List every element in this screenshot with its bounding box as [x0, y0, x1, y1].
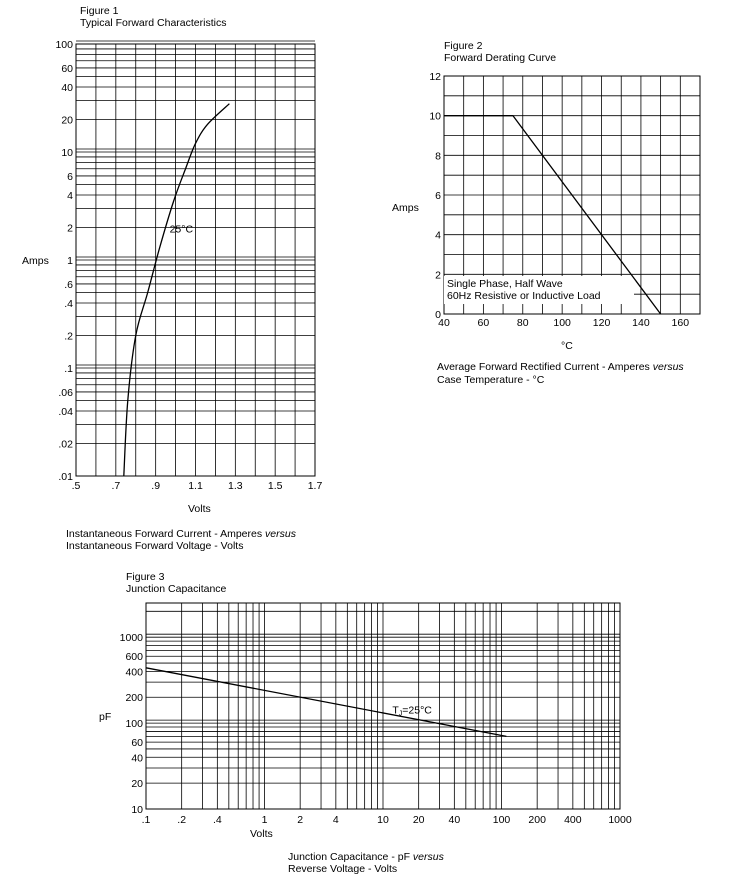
figure-3-grid — [146, 603, 620, 809]
y-tick-label: 12 — [429, 71, 441, 83]
y-tick-label: 400 — [125, 666, 143, 679]
figure-1-caption-line1: Instantaneous Forward Current - Amperes versus — [66, 528, 296, 540]
y-tick-label: 60 — [131, 737, 143, 750]
y-tick-label: 8 — [435, 150, 441, 163]
x-tick-label: 100 — [492, 814, 511, 826]
y-tick-label: 2 — [435, 269, 441, 282]
y-tick-label: .06 — [58, 386, 73, 399]
x-tick-label: 40 — [438, 317, 450, 329]
y-tick-label: .2 — [64, 330, 73, 343]
x-tick-label: .7 — [111, 480, 121, 492]
figure-1-temp-annotation: 25°C — [169, 223, 194, 236]
x-tick-label: .2 — [177, 814, 187, 826]
figure-3-x-ticks — [142, 814, 632, 826]
figure-3-caption-line2: Reverse Voltage - Volts — [288, 863, 398, 874]
y-tick-label: 60 — [61, 62, 73, 75]
figure-2-chart — [392, 40, 700, 386]
figure-1-chart — [22, 5, 322, 552]
x-tick-label: 400 — [564, 814, 582, 826]
y-tick-label: 100 — [125, 718, 143, 731]
y-tick-label: .02 — [58, 438, 73, 451]
y-tick-label: 4 — [67, 189, 73, 202]
x-tick-label: 1.7 — [307, 480, 323, 492]
x-tick-label: 60 — [477, 317, 490, 329]
figure-2-xlabel: °C — [561, 340, 573, 352]
figure-1-grid — [76, 41, 315, 476]
x-tick-label: .4 — [212, 814, 222, 826]
y-tick-label: 0 — [435, 309, 441, 321]
figure-1-x-ticks — [72, 480, 323, 492]
y-tick-label: .1 — [64, 363, 73, 375]
y-tick-label: .01 — [58, 471, 73, 483]
x-tick-label: 2 — [297, 814, 304, 826]
figure-2-label: Figure 2 — [444, 40, 483, 52]
y-tick-label: 1000 — [119, 632, 143, 645]
y-tick-label: 600 — [125, 651, 143, 664]
figure-3-title: Junction Capacitance — [126, 583, 227, 595]
y-tick-label: 200 — [125, 692, 143, 705]
figure-3-temp-annotation: TJ=25°C — [392, 704, 432, 718]
x-tick-label: 40 — [448, 814, 461, 826]
figure-1-y-ticks — [55, 39, 73, 483]
x-tick-label: 140 — [632, 317, 650, 329]
y-tick-label: .6 — [64, 278, 73, 291]
y-tick-label: 40 — [131, 752, 143, 765]
figure-1-caption-line2: Instantaneous Forward Voltage - Volts — [66, 540, 244, 552]
x-tick-label: 200 — [528, 814, 546, 826]
figure-2-x-ticks — [438, 317, 689, 329]
y-tick-label: .04 — [58, 405, 73, 418]
figure-1-ylabel: Amps — [22, 255, 49, 267]
figure-1-xlabel: Volts — [188, 503, 211, 515]
x-tick-label: 10 — [377, 814, 389, 826]
figure-3-xlabel: Volts — [250, 828, 273, 840]
x-tick-label: 1.3 — [228, 480, 243, 492]
figure-3-y-ticks — [120, 632, 144, 816]
figure-3-caption-line1: Junction Capacitance - pF versus — [288, 851, 444, 863]
x-tick-label: 1000 — [608, 814, 632, 826]
figure-1-title: Typical Forward Characteristics — [80, 17, 227, 29]
x-tick-label: 1.5 — [267, 480, 283, 492]
figure-3-chart — [99, 571, 632, 874]
y-tick-label: 4 — [435, 229, 441, 242]
figure-2-caption-line1: Average Forward Rectified Current - Amperes versus — [437, 361, 684, 373]
y-tick-label: 1 — [67, 255, 73, 267]
figure-2-y-ticks — [429, 71, 441, 321]
figure-2-title: Forward Derating Curve — [444, 52, 557, 64]
figure-2-ylabel: Amps — [392, 202, 419, 214]
figure-3-ylabel: pF — [99, 711, 112, 723]
y-tick-label: 6 — [67, 170, 73, 183]
x-tick-label: 160 — [671, 317, 690, 329]
figure-1-forward-curve — [124, 104, 230, 476]
figure-2-caption-line2: Case Temperature - °C — [437, 374, 545, 386]
y-tick-label: 100 — [55, 39, 73, 51]
figure-3-label: Figure 3 — [126, 571, 165, 583]
x-tick-label: 4 — [332, 814, 339, 826]
x-tick-label: .1 — [141, 814, 151, 826]
figure-3-capacitance-curve — [146, 668, 506, 737]
y-tick-label: 6 — [435, 190, 441, 202]
x-tick-label: .5 — [71, 480, 81, 492]
y-tick-label: 2 — [67, 222, 73, 235]
y-tick-label: 20 — [131, 778, 143, 791]
x-tick-label: .9 — [151, 480, 161, 492]
figure-2-note-line2: 60Hz Resistive or Inductive Load — [447, 290, 601, 302]
figure-2-note-line1: Single Phase, Half Wave — [447, 278, 563, 290]
figure-1-label: Figure 1 — [80, 5, 119, 17]
x-tick-label: 1.1 — [188, 480, 203, 492]
y-tick-label: 10 — [131, 804, 143, 816]
x-tick-label: 80 — [516, 317, 529, 329]
x-tick-label: 120 — [592, 317, 611, 329]
y-tick-label: 20 — [61, 114, 73, 127]
x-tick-label: 20 — [412, 814, 425, 826]
y-tick-label: 10 — [429, 110, 441, 123]
y-tick-label: .4 — [64, 297, 73, 310]
y-tick-label: 10 — [61, 147, 73, 159]
x-tick-label: 1 — [261, 814, 268, 826]
y-tick-label: 40 — [61, 81, 73, 94]
x-tick-label: 100 — [553, 317, 571, 329]
